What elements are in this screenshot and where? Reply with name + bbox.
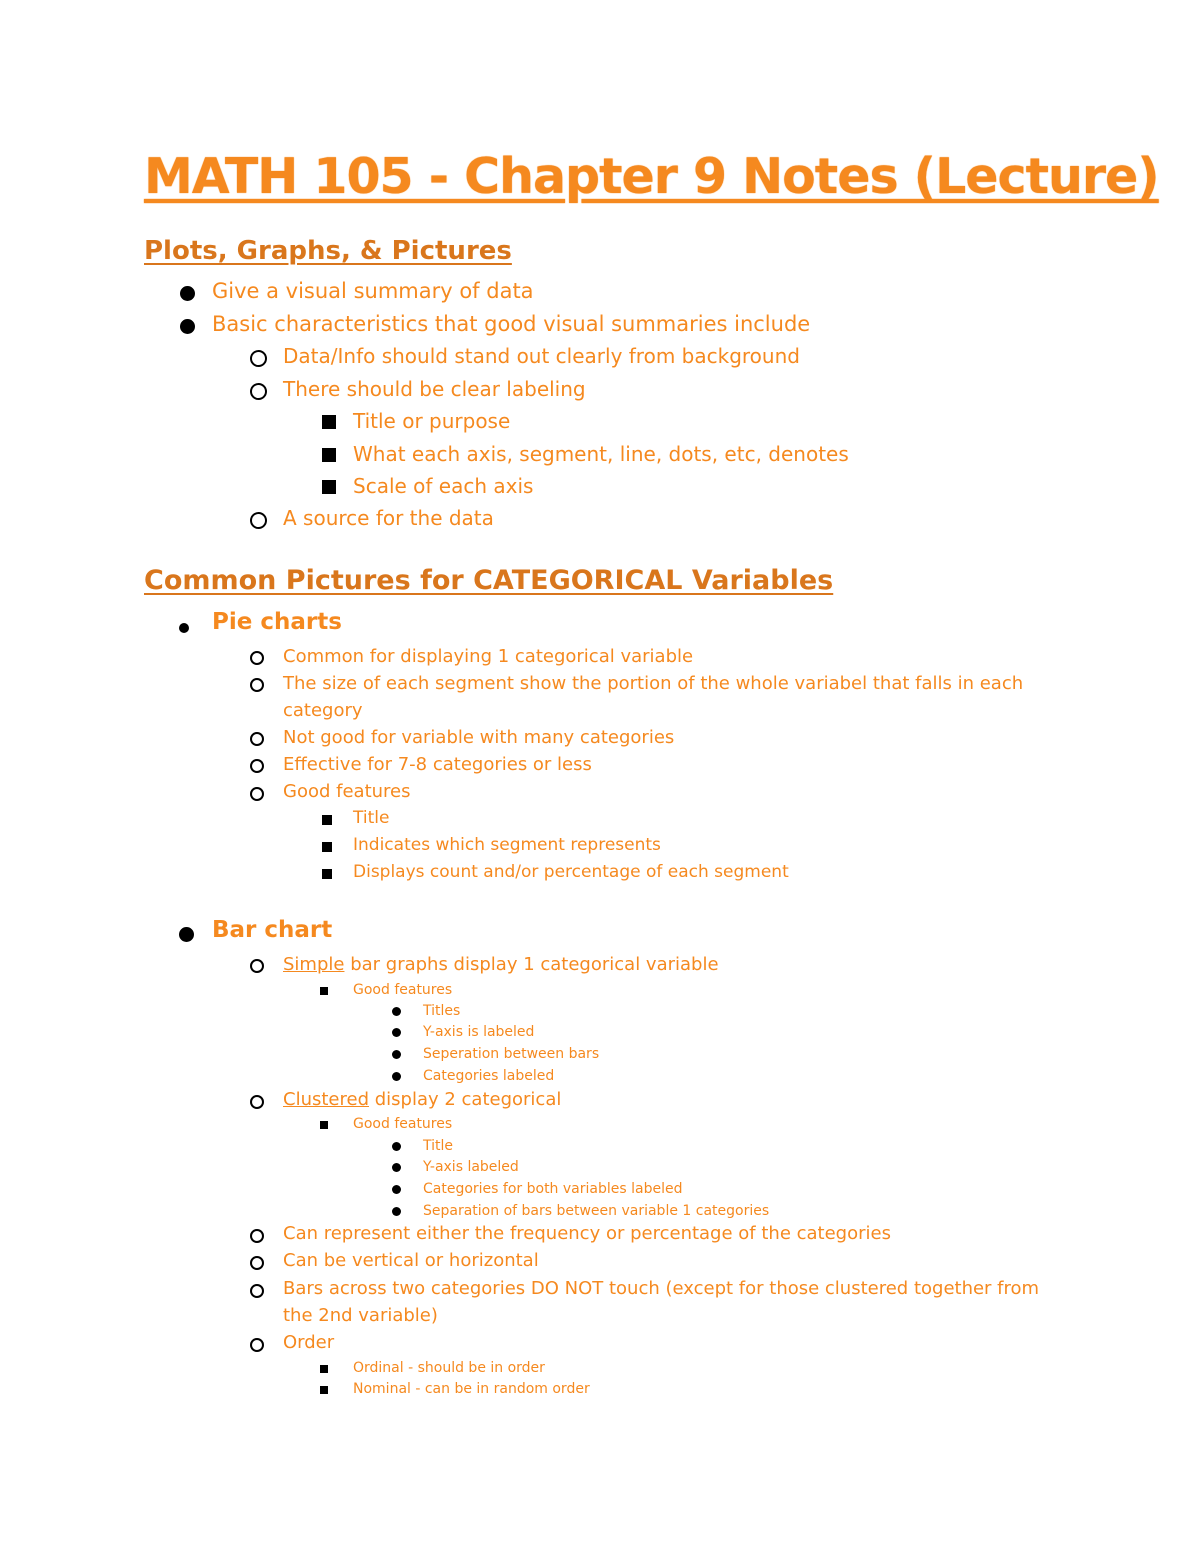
list-item-bar-chart: Bar chart xyxy=(212,917,333,943)
list-item: Data/Info should stand out clearly from background xyxy=(283,344,800,368)
bullet-circle-icon xyxy=(250,959,264,973)
bullet-square-icon xyxy=(320,1121,328,1129)
bullet-dot-icon xyxy=(392,1207,401,1216)
section-heading-plots: Plots, Graphs, & Pictures xyxy=(144,236,512,266)
bullet-dot-icon xyxy=(180,319,195,334)
list-item: Y-axis is labeled xyxy=(423,1024,535,1040)
bullet-dot-icon xyxy=(180,286,195,301)
list-item-simple xyxy=(283,954,719,975)
list-item: Y-axis labeled xyxy=(423,1159,519,1175)
bullet-circle-icon xyxy=(250,350,267,367)
bullet-square-icon xyxy=(322,842,332,852)
list-item: Common for displaying 1 categorical variable xyxy=(283,646,694,667)
list-item: Bars across two categories DO NOT touch (except for those clustered together from xyxy=(283,1278,1040,1299)
bullet-dot-icon xyxy=(392,1185,401,1194)
list-item-continuation: the 2nd variable) xyxy=(283,1305,438,1326)
clustered-term: Clustered xyxy=(283,1089,369,1110)
list-item: The size of each segment show the portion of the whole variabel that falls in each xyxy=(283,673,1024,694)
bullet-circle-icon xyxy=(250,1095,264,1109)
simple-text: bar graphs display 1 categorical variable xyxy=(344,954,719,975)
list-item: Title or purpose xyxy=(353,409,511,433)
list-item: Nominal - can be in random order xyxy=(353,1381,590,1397)
bullet-square-icon xyxy=(322,448,336,462)
bullet-circle-icon xyxy=(250,759,264,773)
section-heading-categorical: Common Pictures for CATEGORICAL Variables xyxy=(144,565,834,596)
list-item: Ordinal - should be in order xyxy=(353,1360,545,1376)
bullet-square-icon xyxy=(322,415,336,429)
bullet-dot-icon xyxy=(392,1050,401,1059)
page-title: MATH 105 - Chapter 9 Notes (Lecture) xyxy=(144,148,1159,205)
list-item: Good features xyxy=(283,781,411,802)
list-item: Give a visual summary of data xyxy=(212,279,534,303)
bullet-dot-icon xyxy=(179,623,189,633)
bullet-dot-icon xyxy=(392,1163,401,1172)
list-item: Good features xyxy=(353,982,453,998)
bullet-circle-icon xyxy=(250,1338,264,1352)
bullet-circle-icon xyxy=(250,732,264,746)
list-item: Separation of bars between variable 1 categories xyxy=(423,1203,770,1219)
list-item: Seperation between bars xyxy=(423,1046,600,1062)
bullet-circle-icon xyxy=(250,1256,264,1270)
bullet-dot-icon xyxy=(392,1072,401,1081)
bullet-circle-icon xyxy=(250,1284,264,1298)
bullet-square-icon xyxy=(320,1365,328,1373)
list-item: Scale of each axis xyxy=(353,474,534,498)
list-item: Title xyxy=(423,1138,454,1154)
list-item: Can represent either the frequency or percentage of the categories xyxy=(283,1223,891,1244)
list-item: Displays count and/or percentage of each segment xyxy=(353,862,789,882)
list-item: Good features xyxy=(353,1116,453,1132)
list-item: Can be vertical or horizontal xyxy=(283,1250,539,1271)
clustered-text: display 2 categorical xyxy=(369,1089,562,1110)
list-item-clustered xyxy=(283,1089,561,1110)
list-item: There should be clear labeling xyxy=(283,377,586,401)
bullet-circle-icon xyxy=(250,512,267,529)
bullet-circle-icon xyxy=(250,1229,264,1243)
list-item: Effective for 7-8 categories or less xyxy=(283,754,592,775)
bullet-square-icon xyxy=(322,869,332,879)
bullet-dot-icon xyxy=(179,927,194,942)
bullet-square-icon xyxy=(322,480,336,494)
list-item: Title xyxy=(353,808,390,828)
list-item: A source for the data xyxy=(283,506,494,530)
bullet-square-icon xyxy=(320,1386,328,1394)
list-item-pie-charts: Pie charts xyxy=(212,609,342,635)
list-item: Order xyxy=(283,1332,335,1353)
list-item: Basic characteristics that good visual summaries include xyxy=(212,312,811,336)
bullet-square-icon xyxy=(320,987,328,995)
list-item: Categories labeled xyxy=(423,1068,555,1084)
bullet-dot-icon xyxy=(392,1142,401,1151)
list-item: Indicates which segment represents xyxy=(353,835,661,855)
simple-term: Simple xyxy=(283,954,345,975)
bullet-circle-icon xyxy=(250,383,267,400)
list-item: What each axis, segment, line, dots, etc, denotes xyxy=(353,442,849,466)
bullet-dot-icon xyxy=(392,1007,401,1016)
bullet-circle-icon xyxy=(250,678,264,692)
list-item-continuation: category xyxy=(283,700,363,721)
bullet-square-icon xyxy=(322,815,332,825)
bullet-circle-icon xyxy=(250,787,264,801)
list-item: Not good for variable with many categories xyxy=(283,727,675,748)
bullet-dot-icon xyxy=(392,1028,401,1037)
bullet-circle-icon xyxy=(250,651,264,665)
list-item: Titles xyxy=(423,1003,461,1019)
list-item: Categories for both variables labeled xyxy=(423,1181,683,1197)
